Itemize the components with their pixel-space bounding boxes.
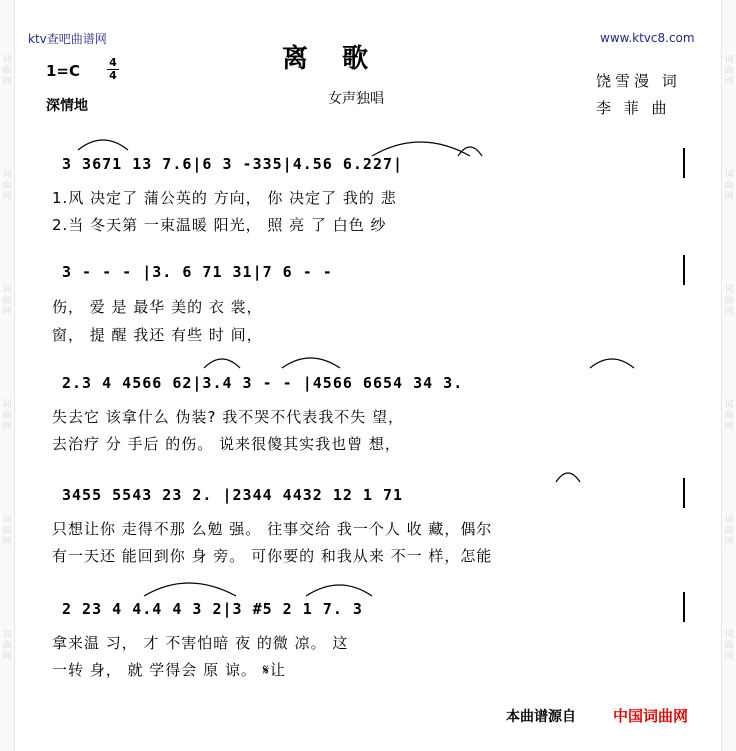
lyrics-line-3-verse-1: 失去它 该拿什么 伪装? 我不哭不代表我不失 望， — [52, 408, 405, 426]
barline — [683, 255, 685, 285]
lyrics-line-5-verse-2: 一转 身， 就 学得会 原 谅。 𝄋让 — [52, 661, 287, 679]
watermark-glyphs: 词曲网 — [2, 170, 12, 202]
lyrics-line-2-verse-2: 窗， 提 醒 我还 有些 时 间， — [52, 326, 263, 344]
performance-type: 女声独唱 — [328, 91, 384, 107]
tempo-mood: 深情地 — [46, 98, 88, 114]
notation-line-5: 2 23 4 4.4 4 3 2|3 #5 2 1 7. 3 — [62, 600, 363, 618]
footer-source-site: 中国词曲网 — [613, 707, 689, 725]
source-site-right: www.ktvc8.com — [600, 31, 695, 45]
slur — [306, 585, 372, 596]
watermark-glyphs: 词曲网 — [2, 400, 12, 432]
lyrics-line-3-verse-2: 去治疗 分 手后 的伤。 说来很傻其实我也曾 想， — [52, 435, 401, 453]
lyrics-line-1-verse-1: 1.风 决定了 蒲公英的 方向， 你 决定了 我的 悲 — [52, 189, 397, 207]
time-signature-bottom: 4 — [107, 69, 119, 82]
notation-line-4: 3455 5543 23 2. |2344 4432 12 1 71 — [62, 486, 404, 504]
lyrics-line-4-verse-2: 有一天还 能回到你 身 旁。 可你要的 和我从来 不一 样，怎能 — [52, 547, 493, 565]
time-signature-top: 4 — [109, 56, 117, 69]
slur — [372, 142, 470, 156]
lyrics-line-1-verse-2: 2.当 冬天第 一束温暖 阳光， 照 亮 了 白色 纱 — [52, 216, 387, 234]
slur — [590, 359, 634, 368]
lyricist-credit: 饶雪漫 词 — [596, 72, 681, 90]
composer-credit: 李 菲 曲 — [596, 99, 671, 117]
barline — [683, 148, 685, 178]
notation-line-2: 3 - - - |3. 6 71 31|7 6 - - — [62, 263, 333, 281]
slur — [282, 358, 340, 368]
watermark-glyphs: 词曲网 — [724, 55, 734, 87]
notation-line-1: 3 3671 13 7.6|6 3 -335|4.56 6.227| — [62, 155, 404, 173]
watermark-glyphs: 词曲网 — [724, 170, 734, 202]
watermark-glyphs: 词曲网 — [724, 400, 734, 432]
source-site-left: ktv查吧曲谱网 — [28, 32, 107, 46]
slur — [458, 147, 482, 156]
watermark-glyphs: 词曲网 — [724, 630, 734, 662]
lyrics-line-5-verse-1: 拿来温 习， 才 不害怕暗 夜 的微 凉。 这 — [52, 634, 349, 652]
slur — [78, 140, 128, 150]
watermark-glyphs: 词曲网 — [2, 55, 12, 87]
notation-line-3: 2.3 4 4566 62|3.4 3 - - |4566 6654 34 3. — [62, 374, 464, 392]
barline — [683, 478, 685, 508]
watermark-glyphs: 词曲网 — [2, 285, 12, 317]
watermark-glyphs: 词曲网 — [2, 630, 12, 662]
slur — [144, 583, 236, 596]
slur — [556, 473, 580, 482]
lyrics-line-4-verse-1: 只想让你 走得不那 么勉 强。 往事交给 我一个人 收 藏，偶尔 — [52, 520, 493, 538]
footer-source-label: 本曲谱源自 — [506, 709, 576, 725]
watermark-glyphs: 词曲网 — [724, 515, 734, 547]
barline — [683, 592, 685, 622]
lyrics-line-2-verse-1: 伤， 爱 是 最华 美的 衣 裳， — [52, 298, 263, 316]
watermark-glyphs: 词曲网 — [724, 285, 734, 317]
song-title: 离歌 — [282, 44, 403, 74]
slur — [204, 359, 240, 368]
watermark-glyphs: 词曲网 — [2, 515, 12, 547]
key-signature: 1=C — [46, 62, 81, 80]
